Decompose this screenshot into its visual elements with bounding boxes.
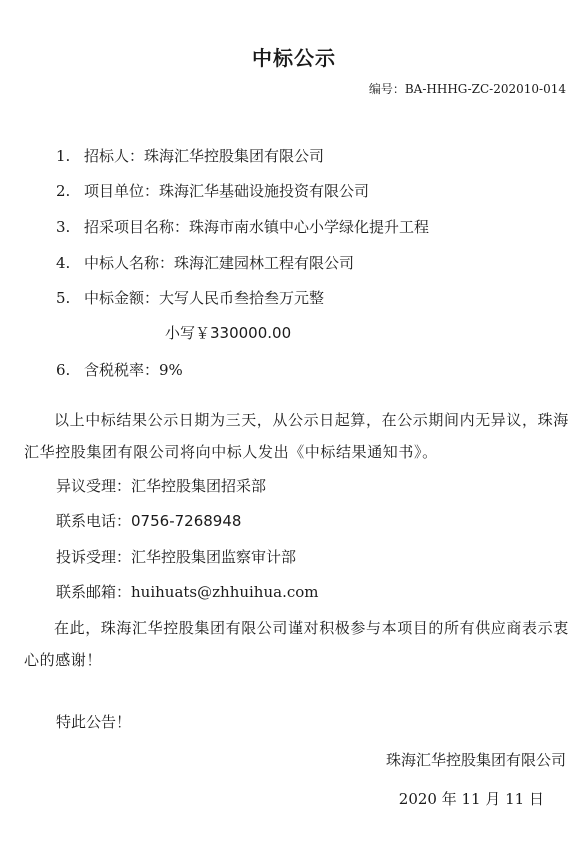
item-number: 2. [56, 182, 71, 200]
announcement: 特此公告！ [56, 713, 132, 731]
item-value: 9% [159, 361, 183, 379]
item-value: 大写人民币叁拾叁万元整 [159, 289, 325, 307]
item-project-name [56, 217, 429, 237]
document-number: 编号：BA-HHHG-ZC-202010-014 [368, 82, 566, 96]
item-number: 4. [56, 254, 71, 272]
objection-contact: 异议受理：汇华控股集团招采部 [56, 477, 267, 495]
email-label: 联系邮箱： [56, 583, 132, 601]
item-tax-rate [56, 360, 183, 380]
page-title: 中标公示 [252, 46, 336, 70]
notice-paragraph: 以上中标结果公示日期为三天，从公示日起算，在公示期间内无异议，珠海汇华控股集团有限公司将向中标人发出《中标结果通知书》。 [24, 411, 569, 461]
email-contact [56, 582, 319, 602]
item-number: 6. [56, 361, 71, 379]
phone-number: 0756-7268948 [131, 512, 242, 530]
item-number: 1. [56, 147, 71, 165]
item-label: 中标金额： [84, 289, 160, 307]
item-label: 中标人名称： [84, 254, 175, 272]
amount-small: 小写￥330000.00 [165, 324, 292, 342]
signature-company: 珠海汇华控股集团有限公司 [385, 751, 566, 769]
item-label: 招采项目名称： [84, 218, 190, 236]
item-value: 珠海汇华控股集团有限公司 [144, 147, 325, 165]
email-address: huihuats@zhhuihua.com [131, 583, 319, 601]
item-tenderer [56, 146, 324, 166]
item-value: 珠海市南水镇中心小学绿化提升工程 [189, 218, 430, 236]
item-project-unit [56, 181, 369, 201]
item-value: 珠海汇华基础设施投资有限公司 [159, 182, 370, 200]
item-label: 招标人： [84, 147, 145, 165]
item-value: 珠海汇建园林工程有限公司 [174, 254, 355, 272]
announcement-date: 2020 年 11 月 11 日 [398, 790, 544, 808]
item-winning-amount [56, 288, 324, 308]
item-number: 3. [56, 218, 71, 236]
item-number: 5. [56, 289, 71, 307]
thanks-paragraph: 在此，珠海汇华控股集团有限公司谨对积极参与本项目的所有供应商表示衷心的感谢！ [24, 619, 569, 669]
item-label: 含税税率： [84, 361, 160, 379]
complaint-contact: 投诉受理：汇华控股集团监察审计部 [56, 548, 297, 566]
phone-label: 联系电话： [56, 512, 132, 530]
item-label: 项目单位： [84, 182, 160, 200]
phone-contact [56, 511, 241, 531]
item-winner-name [56, 253, 354, 273]
